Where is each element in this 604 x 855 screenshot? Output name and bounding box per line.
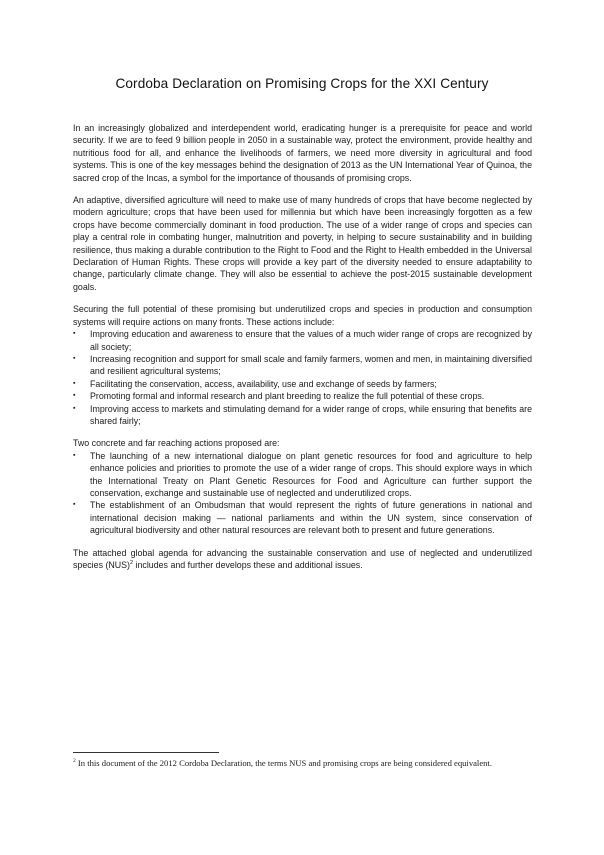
- proposals-list: [73, 450, 532, 537]
- list-item: ▪ Facilitating the conservation, access, availability, use and exchange of seeds by farmers;: [73, 378, 437, 389]
- footnote-divider: [73, 752, 219, 753]
- list-item: ▪ The launching of a new international dialogue on plant genetic resources for food and agriculture to help enhance policies and priorities to promote the use of a wider range of crops. This should explore ways in which the International Treaty on Plant Genetic Resources for Food and Agriculture can further support the conservation, exchange and sustainable use of neglected and underutilized crops.: [73, 450, 532, 498]
- document-title: Cordoba Declaration on Promising Crops for the XXI Century: [115, 76, 489, 91]
- footnote-text: In this document of the 2012 Cordoba Declaration, the terms NUS and promising crops are being considered equivalent.: [75, 758, 492, 768]
- paragraph-actions-intro: Securing the full potential of these promising but underutilized crops and species in production and consumption systems will require actions on many fronts. These actions include:: [73, 304, 532, 327]
- list-item: ▪ Improving education and awareness to ensure that the values of a much wider range of crops are recognized by all society;: [73, 329, 532, 352]
- document-body: [73, 122, 532, 581]
- bullet-icon: ▪: [73, 404, 76, 412]
- bullet-icon: ▪: [73, 501, 76, 509]
- paragraph-global-agenda: The attached global agenda for advancing the sustainable conservation and use of neglected and underutilized species (NUS)$^2$ includes and further develops these and additional issues.: [73, 547, 532, 570]
- bullet-icon: ▪: [73, 392, 76, 400]
- footnote: [73, 757, 532, 769]
- paragraph-proposals-intro: Two concrete and far reaching actions proposed are:: [73, 438, 280, 449]
- footnote-number: 2: [73, 758, 76, 765]
- bullet-icon: ▪: [73, 330, 76, 338]
- footnote-reference[interactable]: 2: [130, 560, 134, 567]
- list-item: ▪ Improving access to markets and stimulating demand for a wider range of crops, while ensuring that benefits are shared fairly;: [73, 403, 532, 426]
- list-item: ▪ Promoting formal and informal research and plant breeding to realize the full potential of these crops.: [73, 391, 485, 402]
- paragraph-adaptive-agriculture: An adaptive, diversified agriculture will need to make use of many hundreds of crops that have become neglected by modern agriculture; crops that have been used for millennia but which have been increasingly forgotten as a few crops have become commercially dominant in food production. The use of a wider range of crops and species can play a central role in combating hunger, malnutrition and poverty, in helping to secure sustainability and in building resilience, thus making a durable contribution to the Right to Food and the Right to Health embedded in the Universal Declaration of Human Rights. These crops will provide a key part of the diversity needed to ensure adaptability to change, particularly climate change. They will also be essential to achieve the post-2015 sustainable development goals.: [73, 195, 532, 292]
- bullet-icon: ▪: [73, 354, 76, 362]
- list-item: ▪ The establishment of an Ombudsman that would represent the rights of future generations in national and international decision making — national parliaments and within the UN system, since conservation of agricultural biodiversity and other natural resources are relevant both to present and future generations.: [73, 500, 532, 536]
- paragraph-intro: In an increasingly globalized and interdependent world, eradicating hunger is a prerequisite for peace and world security. If we are to feed 9 billion people in 2050 in a sustainable way, protect the environment, provide healthy and nutritious food for all, and enhance the livelihoods of farmers, we need more diversity in agricultural and food systems. This is one of the key messages behind the designation of 2013 as the UN International Year of Quinoa, the sacred crop of the Incas, a symbol for the importance of thousands of promising crops.: [73, 123, 532, 183]
- actions-list: [73, 328, 532, 427]
- bullet-icon: ▪: [73, 451, 76, 459]
- bullet-icon: ▪: [73, 379, 76, 387]
- list-item: ▪ Increasing recognition and support for small scale and family farmers, women and men, in maintaining diversified and resilient agricultural systems;: [73, 353, 532, 377]
